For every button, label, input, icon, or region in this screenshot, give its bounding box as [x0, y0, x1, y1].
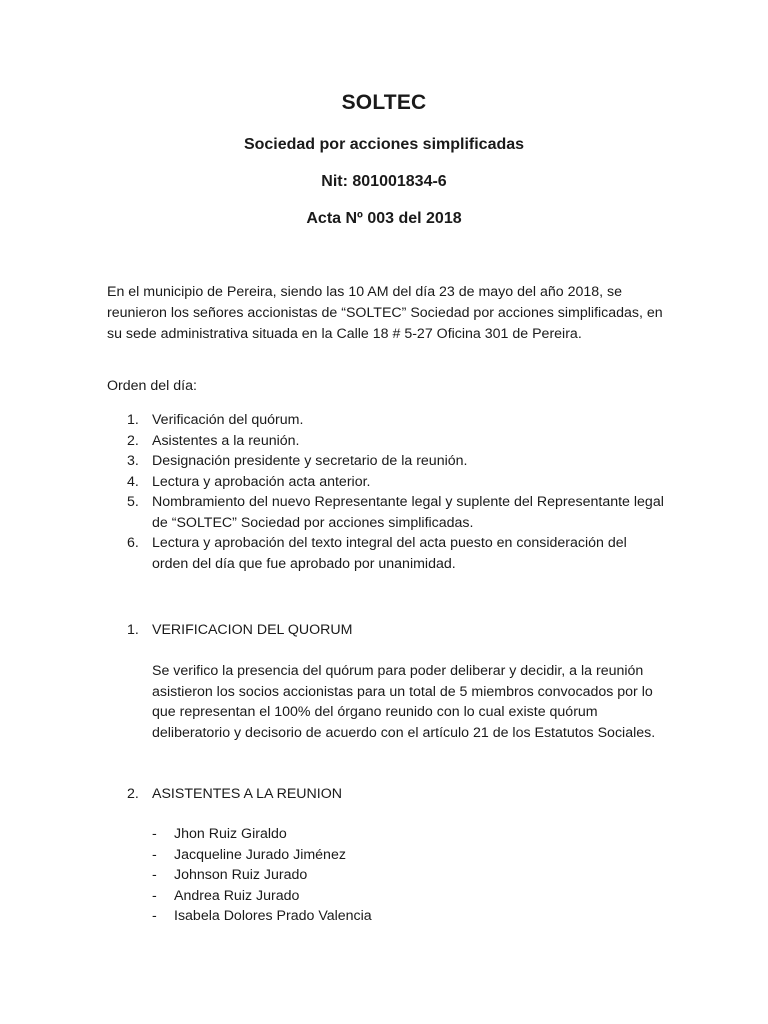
section-title: ASISTENTES A LA REUNION: [152, 786, 343, 802]
agenda-item: [107, 431, 667, 452]
attendees-list: [152, 824, 632, 927]
acta-number: Acta Nº 003 del 2018: [306, 210, 462, 227]
document-title: SOLTEC: [341, 91, 427, 114]
attendee-item: [152, 845, 632, 866]
quorum-paragraph: Se verifico la presencia del quórum para poder deliberar y decidir, a la reunión asistieron los socios accionistas para un total de 5 miembros convocados por lo que representan el 100% del órgano reunido con lo cual existe quórum deliberatorio y decisorio de acuerdo con el artículo 21 de los Estatutos Sociales.: [152, 663, 656, 741]
agenda-item-text: Lectura y aprobación acta anterior.: [152, 473, 371, 490]
list-dash: -: [152, 846, 157, 863]
agenda-item: [107, 533, 667, 574]
agenda-item-number: 5.: [127, 494, 139, 510]
agenda-list: [107, 410, 667, 574]
section-number: 1.: [127, 622, 139, 638]
attendee-name: Andrea Ruiz Jurado: [174, 887, 300, 904]
agenda-item-text: Asistentes a la reunión.: [152, 432, 300, 449]
agenda-item: [107, 451, 667, 472]
agenda-item-number: 3.: [127, 453, 139, 469]
agenda-item-number: 1.: [127, 412, 139, 428]
intro-paragraph: En el municipio de Pereira, siendo las 10 AM del día 23 de mayo del año 2018, se reunieron los señores accionistas de “SOLTEC” Sociedad por acciones simplificadas, en su sede administrativa situada en la Calle 18 # 5-27 Oficina 301 de Pereira.: [107, 284, 663, 342]
attendee-item: [152, 824, 632, 845]
agenda-item: [107, 492, 667, 533]
agenda-item-text: Lectura y aprobación del texto integral del acta puesto en consideración del orden del día que fue aprobado por unanimidad.: [152, 535, 627, 572]
attendee-item: [152, 906, 632, 927]
section-title: VERIFICACION DEL QUORUM: [152, 622, 353, 638]
agenda-item: [107, 472, 667, 493]
attendee-name: Johnson Ruiz Jurado: [174, 867, 308, 883]
agenda-item: [107, 410, 667, 431]
agenda-item-number: 2.: [127, 432, 139, 449]
agenda-item-text: Designación presidente y secretario de la reunión.: [152, 453, 468, 469]
list-dash: -: [152, 908, 157, 924]
agenda-item-number: 6.: [127, 535, 139, 551]
attendee-name: Jacqueline Jurado Jiménez: [174, 846, 346, 863]
agenda-item-number: 4.: [127, 473, 139, 490]
attendee-item: [152, 886, 632, 907]
section-number: 2.: [127, 786, 139, 802]
list-dash: -: [152, 887, 157, 904]
list-dash: -: [152, 867, 157, 883]
agenda-item-text: Nombramiento del nuevo Representante legal y suplente del Representante legal de “SOLTEC” Sociedad por acciones simplificadas.: [152, 494, 664, 531]
company-nit: Nit: 801001834-6: [321, 173, 447, 190]
attendee-name: Isabela Dolores Prado Valencia: [174, 908, 372, 924]
attendee-item: [152, 865, 632, 886]
agenda-label: Orden del día:: [107, 378, 197, 394]
agenda-item-text: Verificación del quórum.: [152, 412, 304, 428]
company-type: Sociedad por acciones simplificadas: [243, 136, 525, 153]
attendee-name: Jhon Ruiz Giraldo: [174, 826, 287, 842]
list-dash: -: [152, 826, 157, 842]
